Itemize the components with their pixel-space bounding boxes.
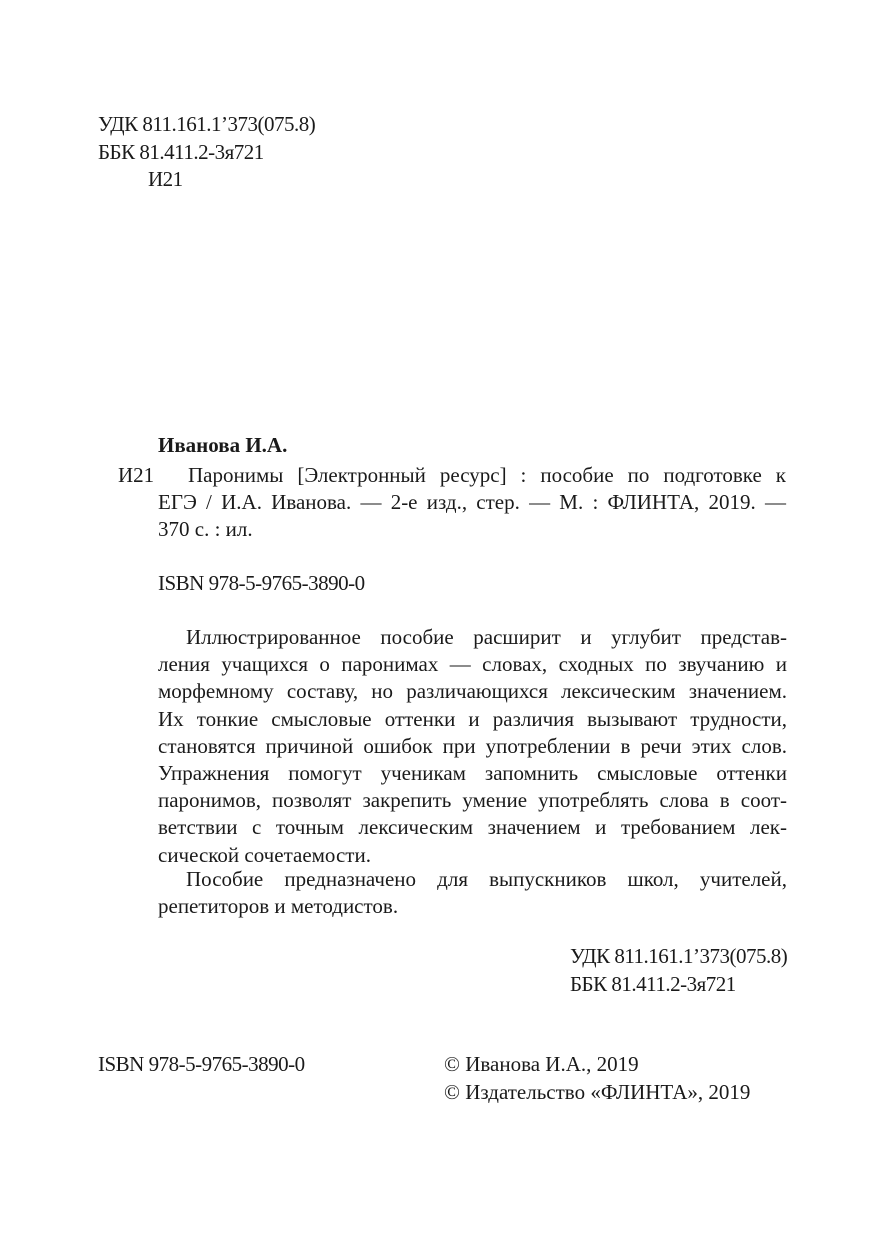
entry-isbn: ISBN 978-5-9765-3890-0 — [158, 571, 365, 595]
right-bbk: ББК 81.411.2-3я721 — [570, 972, 736, 996]
catalog-entry-line: 370 с. : ил. — [158, 517, 253, 541]
annotation-line: Их тонкие смысловые оттенки и различия вызывают трудности, — [158, 706, 787, 731]
annotation-line: сической сочетаемости. — [158, 842, 371, 867]
right-udk: УДК 811.161.1’373(075.8) — [570, 944, 788, 968]
annotation-line: Пособие предназначено для выпускников школ, учителей, — [186, 867, 787, 891]
annotation-paragraph-2 — [158, 866, 787, 920]
annotation-line: паронимов, позволят закрепить умение употреблять слова в соот- — [158, 788, 787, 813]
annotation-line: репетиторов и методистов. — [158, 894, 399, 919]
copyright-publisher: © Издательство «ФЛИНТА», 2019 — [444, 1080, 751, 1104]
author-heading: Иванова И.А. — [158, 433, 288, 457]
annotation-line: ветствии с точным лексическим значением и требованием лек- — [158, 815, 787, 840]
catalog-entry-line: ЕГЭ / И.А. Иванова. — 2-е изд., стер. — М. : ФЛИНТА, 2019. — — [158, 490, 786, 514]
annotation-paragraph-1 — [158, 624, 787, 869]
copyright-author: © Иванова И.А., 2019 — [444, 1052, 639, 1076]
annotation-line: Иллюстрированное пособие расширит и углубит представ- — [186, 625, 787, 649]
top-bbk: ББК 81.411.2-3я721 — [98, 140, 264, 164]
annotation-line: становятся причиной ошибок при употреблении в речи этих слов. — [158, 733, 787, 758]
top-author-code: И21 — [148, 167, 183, 191]
top-udk: УДК 811.161.1’373(075.8) — [98, 112, 316, 136]
bottom-isbn: ISBN 978-5-9765-3890-0 — [98, 1052, 305, 1076]
entry-author-code: И21 — [118, 463, 155, 487]
catalog-entry — [158, 462, 786, 543]
annotation-line: Упражнения помогут ученикам запомнить смысловые оттенки — [158, 760, 787, 785]
annotation-line: ления учащихся о паронимах — словах, сходных по звучанию и — [158, 652, 787, 677]
annotation-line: морфемному составу, но различающихся лексическим значением. — [158, 679, 787, 704]
catalog-entry-line: Паронимы [Электронный ресурс] : пособие по подготовке к — [188, 463, 786, 487]
